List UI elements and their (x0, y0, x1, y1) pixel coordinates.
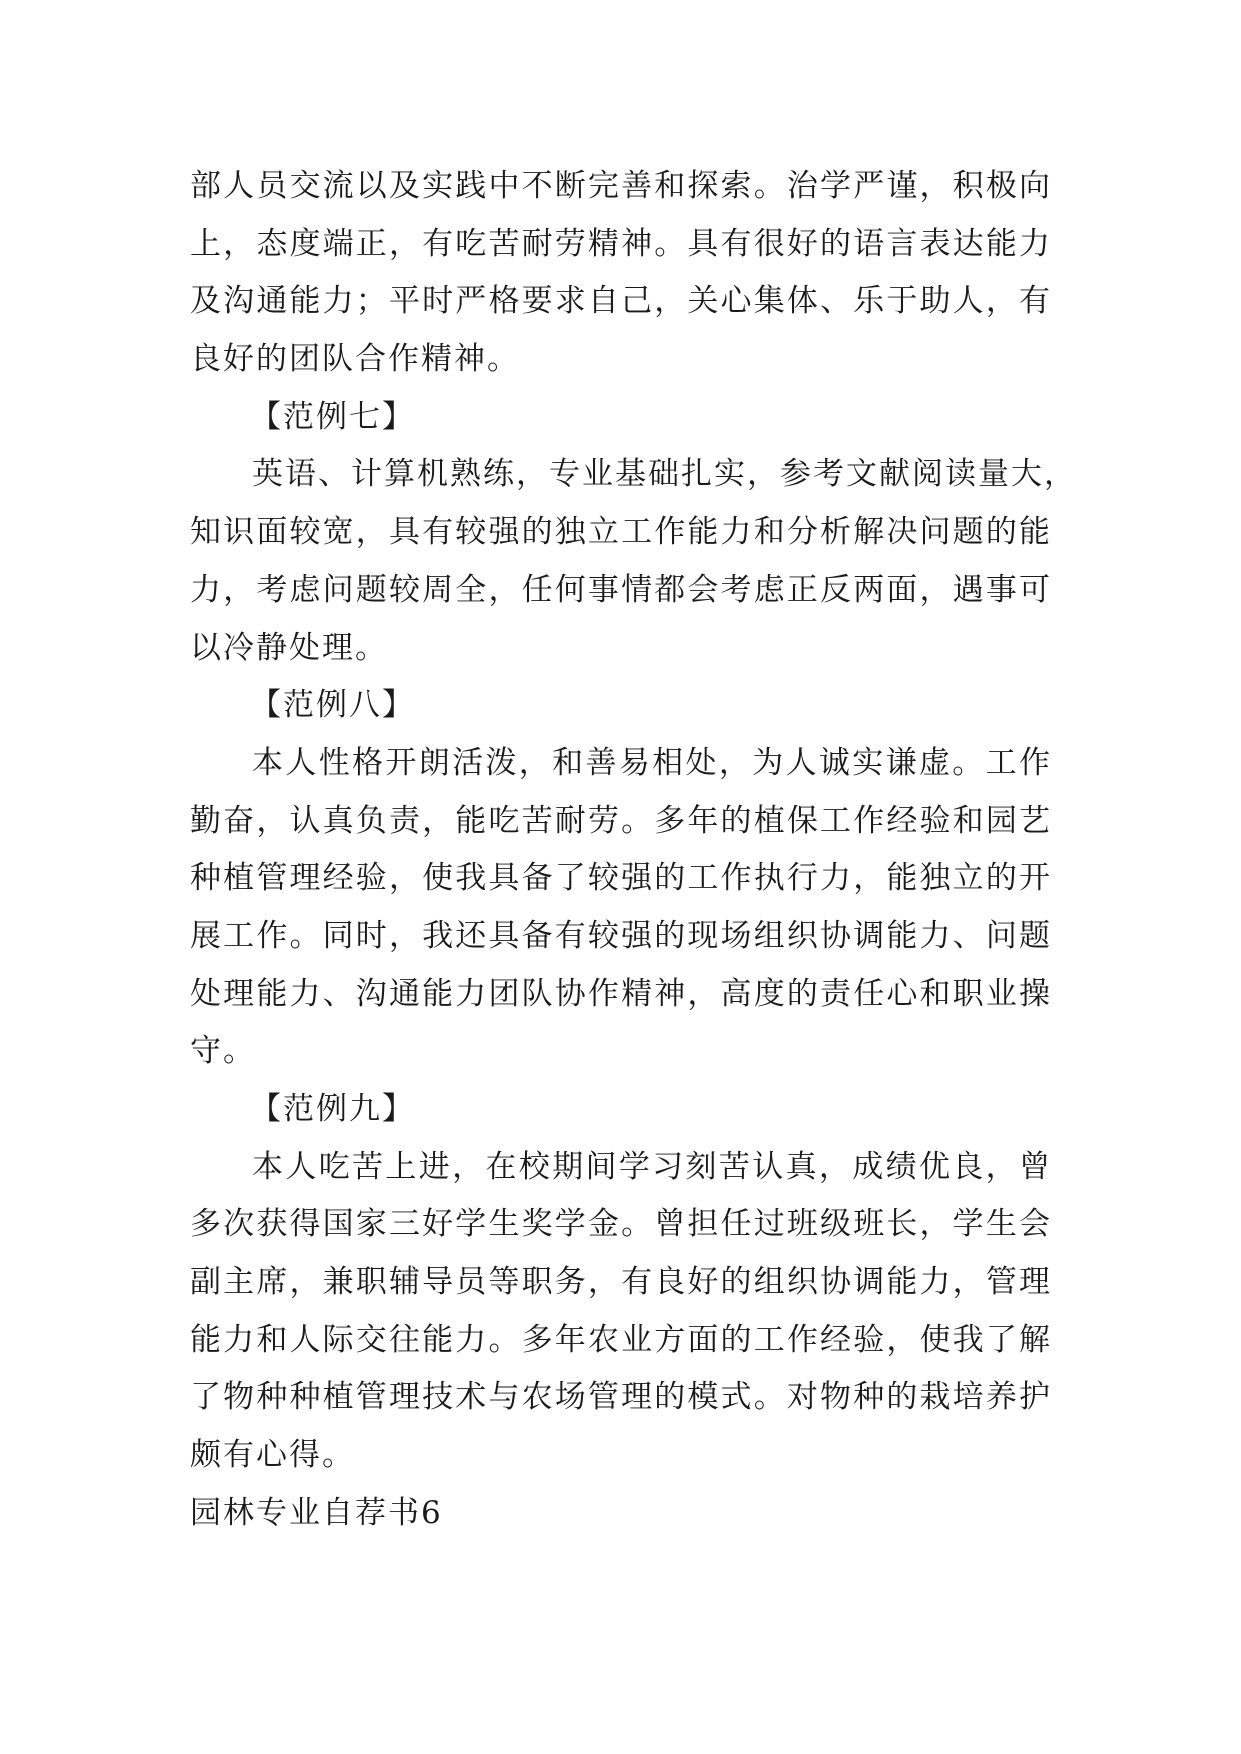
paragraph-line: 以冷静处理。 (190, 629, 388, 666)
paragraph-line: 了物种种植管理技术与农场管理的模式。对物种的栽培养护 (190, 1379, 1052, 1416)
paragraph-line: 副主席，兼职辅导员等职务，有良好的组织协调能力，管理 (190, 1264, 1052, 1301)
paragraph-line: 多次获得国家三好学生奖学金。曾担任过班级班长，学生会 (190, 1206, 1052, 1243)
section-heading: 【范例九】 (250, 1091, 415, 1127)
section-heading: 【范例八】 (250, 687, 415, 724)
paragraph-line: 种植管理经验，使我具备了较强的工作执行力，能独立的开 (190, 860, 1052, 897)
section-example-9 (190, 1081, 1052, 1485)
paragraph-line: 英语、计算机熟练，专业基础扎实，参考文献阅读量大， (252, 456, 1077, 493)
paragraph-line: 及沟通能力；平时严格要求自己，关心集体、乐于助人，有 (190, 283, 1052, 320)
paragraph-line: 本人性格开朗活泼，和善易相处，为人诚实谦虚。工作 (252, 744, 1052, 781)
paragraph-line: 上，态度端正，有吃苦耐劳精神。具有很好的语言表达能力 (190, 225, 1052, 262)
next-document-title: 园林专业自荐书6 (190, 1494, 443, 1531)
paragraph-line: 展工作。同时，我还具备有较强的现场组织协调能力、问题 (190, 917, 1052, 954)
paragraph-line: 处理能力、沟通能力团队协作精神，高度的责任心和职业操 (190, 975, 1052, 1012)
paragraph-line: 守。 (190, 1033, 256, 1070)
paragraph-line: 知识面较宽，具有较强的独立工作能力和分析解决问题的能 (190, 514, 1052, 551)
paragraph-line: 颇有心得。 (190, 1437, 355, 1474)
paragraph-line: 部人员交流以及实践中不断完善和探索。治学严谨，积极向 (190, 168, 1052, 204)
paragraph-line: 本人吃苦上进，在校期间学习刻苦认真，成绩优良，曾 (252, 1148, 1052, 1185)
section-example-8 (190, 677, 1052, 1081)
paragraph-line: 勤奋，认真负责，能吃苦耐劳。多年的植保工作经验和园艺 (190, 802, 1052, 839)
section-heading: 【范例七】 (250, 398, 415, 435)
paragraph-line: 能力和人际交往能力。多年农业方面的工作经验，使我了解 (190, 1321, 1052, 1358)
section-example-7 (190, 389, 1077, 677)
document-body (190, 158, 1077, 1543)
paragraph-line: 力，考虑问题较周全，任何事情都会考虑正反两面，遇事可 (190, 571, 1052, 608)
continuation-paragraph (190, 158, 1052, 389)
paragraph-line: 良好的团队合作精神。 (190, 341, 520, 378)
